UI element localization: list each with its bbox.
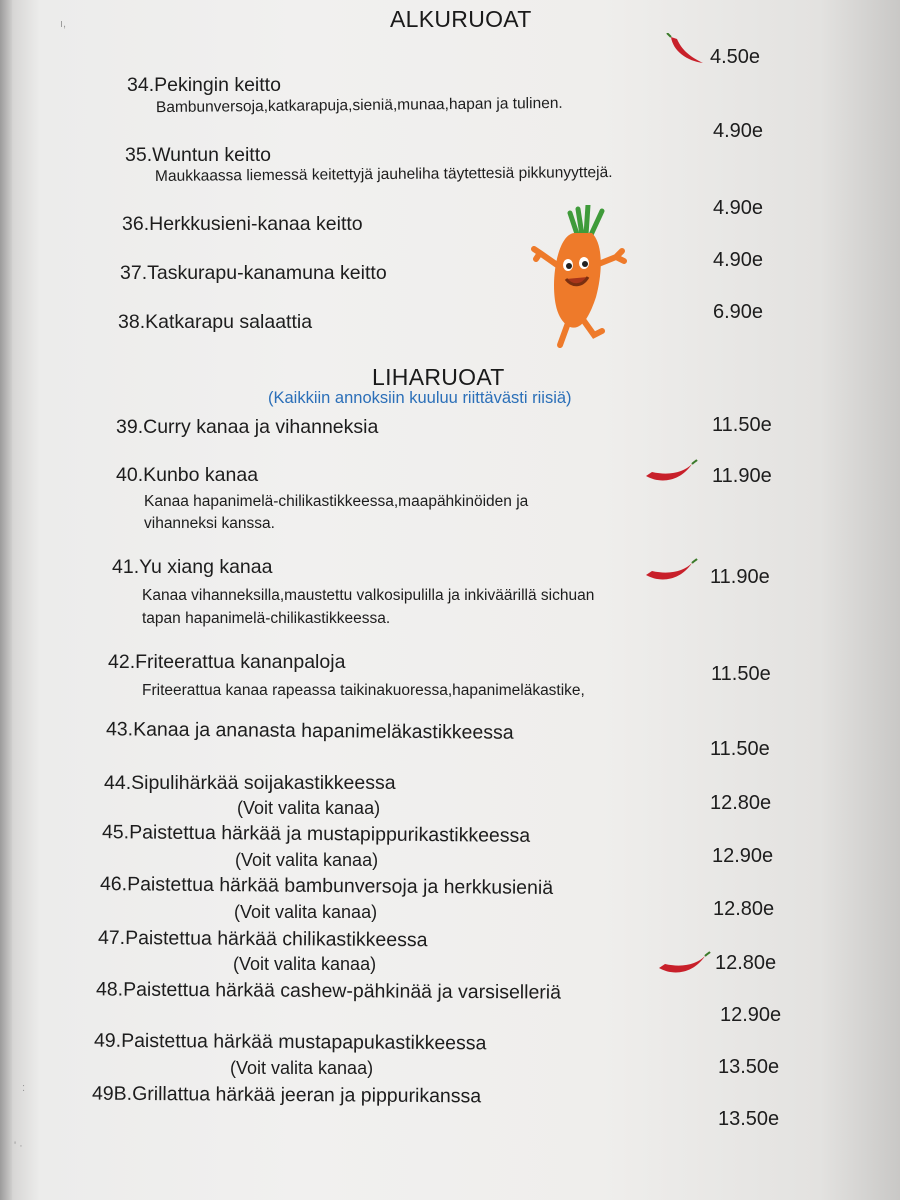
price: 12.90e — [712, 845, 774, 867]
menu-item-name: 47.Paistettua härkää chilikastikkeessa — [97, 926, 428, 952]
price: 11.50e — [711, 663, 771, 685]
menu-item-description: Maukkaassa liemessä keitettyjä jauheliha täytettesiä pikkunyyttejä. — [154, 164, 613, 185]
carrot-mascot-icon — [530, 205, 630, 350]
menu-item-note: (Voit valita kanaa) — [233, 954, 377, 974]
menu-item-name: 40.Kunbo kanaa — [116, 464, 259, 486]
menu-item-name: 44.Sipulihärkää soijakastikkeessa — [104, 772, 396, 794]
section-title-starters: ALKURUOAT — [390, 6, 532, 32]
menu-item-name: 45.Paistettua härkää ja mustapippurikastikkeessa — [101, 821, 531, 847]
price: 12.80e — [713, 898, 775, 920]
menu-item-name: 46.Paistettua härkää bambunversoja ja herkkusieniä — [99, 873, 554, 899]
menu-item-description: Kanaa vihanneksilla,maustettu valkosipulilla ja inkiväärillä sichuan — [142, 587, 595, 604]
price: 13.50e — [718, 1108, 780, 1130]
paper-speck: : — [22, 1082, 26, 1094]
menu-item-name: 37.Taskurapu-kanamuna keitto — [120, 262, 387, 284]
section-title-meat: LIHARUOAT — [372, 364, 505, 390]
menu-item-name: 41.Yu xiang kanaa — [112, 556, 273, 578]
menu-item-description: vihanneksi kanssa. — [144, 515, 275, 532]
menu-item-name: 42.Friteerattua kananpaloja — [108, 651, 346, 673]
price: 13.50e — [718, 1056, 780, 1078]
menu-item-description: Kanaa hapanimelä-chilikastikkeessa,maapähkinöiden ja — [144, 493, 529, 510]
price: 12.80e — [710, 792, 772, 814]
menu-item-note: (Voit valita kanaa) — [237, 798, 381, 818]
menu-item-name: 48.Paistettua härkää cashew-pähkinää ja varsiselleriä — [95, 978, 562, 1004]
menu-item-name: 35.Wuntun keitto — [125, 144, 271, 166]
menu-item-name: 49.Paistettua härkää mustapapukastikkeessa — [93, 1029, 487, 1055]
paper-speck: ' · — [14, 1140, 23, 1152]
menu-item-note: (Voit valita kanaa) — [235, 850, 379, 870]
menu-item-name: 49B.Grillattua härkää jeeran ja pippurikanssa — [91, 1082, 482, 1108]
menu-item-name: 36.Herkkusieni-kanaa keitto — [122, 213, 363, 235]
menu-item-note: (Voit valita kanaa) — [234, 902, 378, 922]
menu-item-name: 39.Curry kanaa ja vihanneksia — [116, 416, 379, 438]
paper-speck: ı, — [60, 18, 67, 30]
menu-item-description: tapan hapanimelä-chilikastikkeessa. — [142, 610, 391, 627]
section-subtitle: (Kaikkiin annoksiin kuuluu riittävästi riisiä) — [268, 389, 572, 407]
price: 11.90e — [710, 566, 770, 588]
menu-item-description: Friteerattua kanaa rapeassa taikinakuoressa,hapanimeläkastike, — [142, 682, 585, 699]
page-edge-shadow — [0, 0, 12, 1200]
chili-pepper-icon — [665, 33, 707, 67]
price: 12.80e — [715, 952, 777, 974]
price: 4.90e — [713, 197, 764, 219]
chili-pepper-icon — [655, 950, 711, 978]
price: 4.90e — [713, 120, 764, 142]
menu-item-name: 34.Pekingin keitto — [127, 74, 281, 96]
menu-item-description: Bambunversoja,katkarapuja,sieniä,munaa,hapan ja tulinen. — [155, 94, 563, 117]
price: 12.90e — [720, 1004, 782, 1026]
price: 11.50e — [710, 738, 770, 760]
price: 4.50e — [710, 46, 761, 68]
menu-item-note: (Voit valita kanaa) — [230, 1058, 374, 1078]
menu-item-name: 38.Katkarapu salaattia — [118, 311, 313, 333]
menu-item-name: 43.Kanaa ja ananasta hapanimeläkastikkeessa — [105, 718, 514, 744]
price: 6.90e — [713, 301, 764, 323]
price: 11.90e — [712, 465, 772, 487]
chili-pepper-icon — [642, 458, 698, 486]
price: 4.90e — [713, 249, 764, 271]
price: 11.50e — [712, 414, 772, 436]
chili-pepper-icon — [642, 557, 698, 585]
